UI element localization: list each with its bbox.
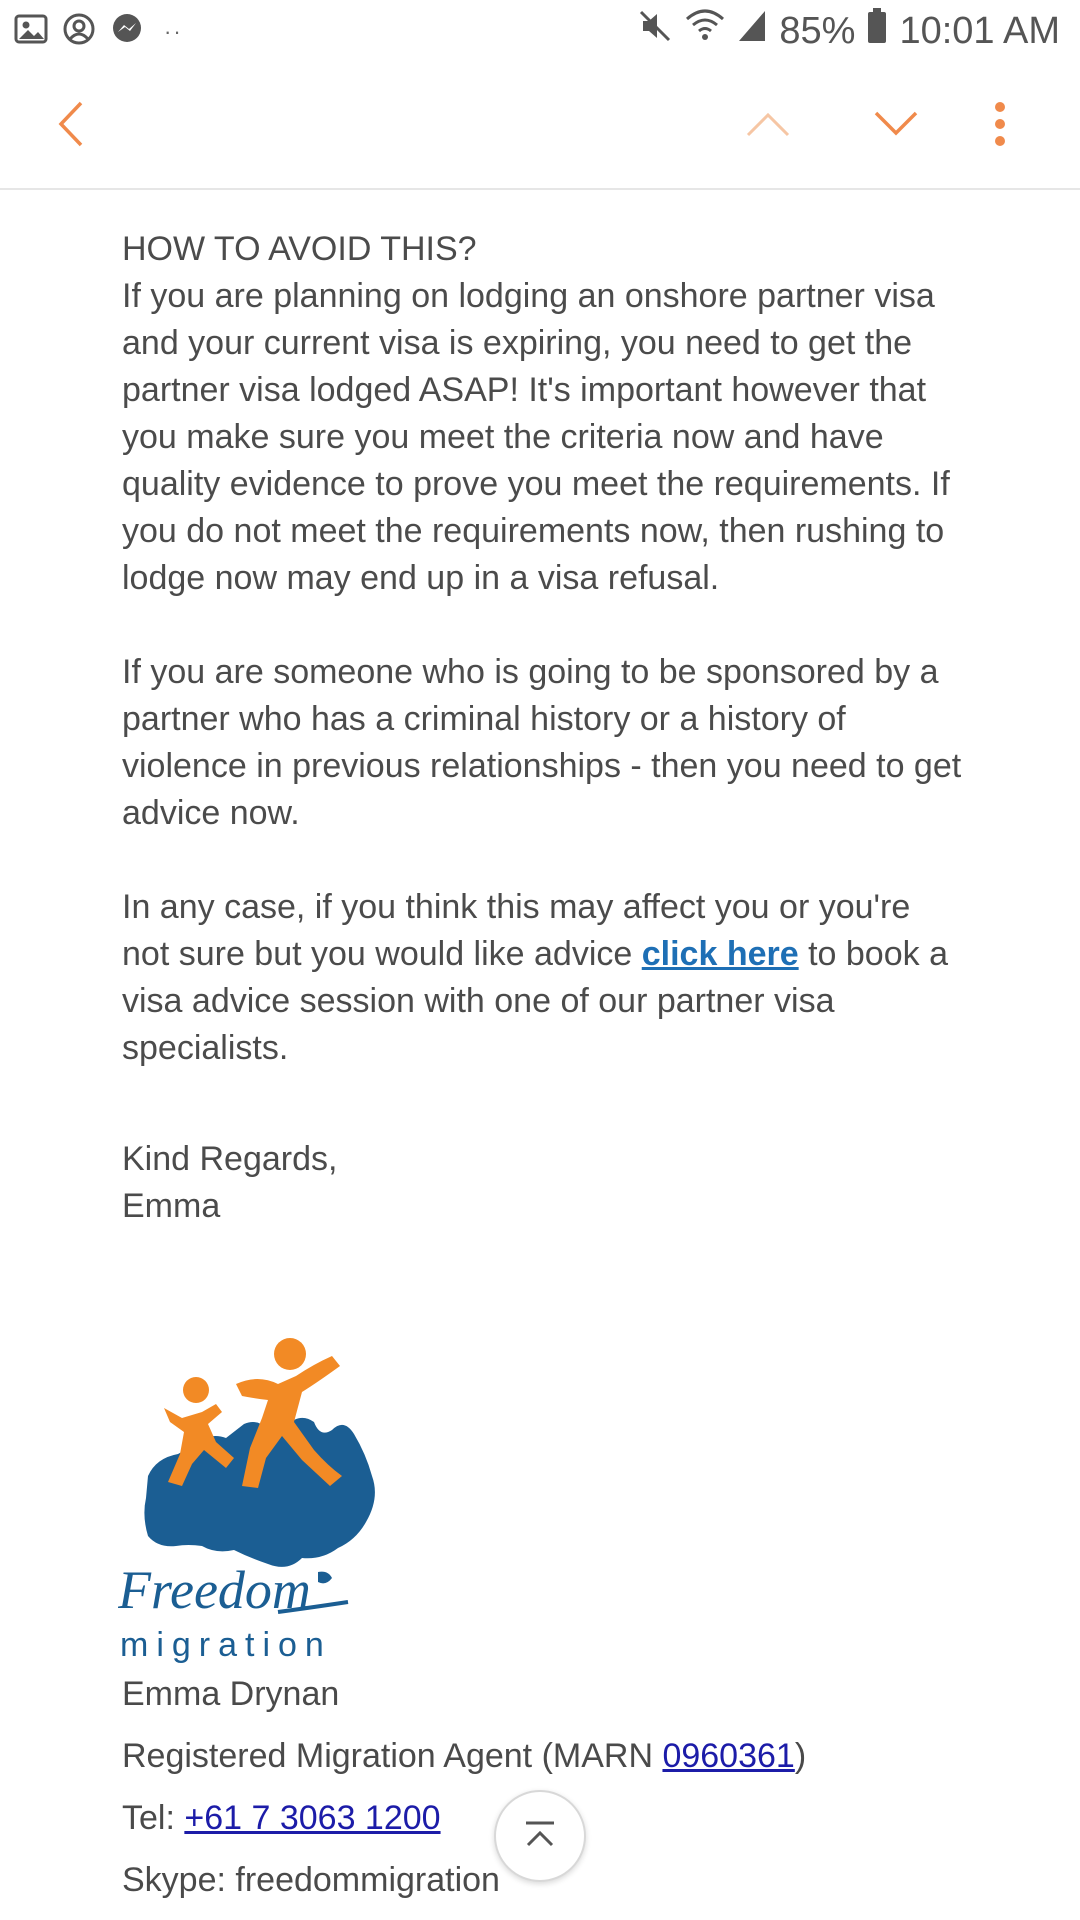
next-email-button[interactable]	[864, 64, 928, 188]
signature-role-text: Registered Migration Agent (MARN	[122, 1737, 663, 1775]
scroll-to-top-icon	[522, 1819, 558, 1854]
email-body	[122, 226, 962, 1230]
mute-icon	[637, 8, 673, 54]
phone-link[interactable]: +61 7 3063 1200	[184, 1799, 441, 1837]
account-icon	[62, 12, 96, 51]
chevron-left-icon	[55, 99, 85, 154]
logo-wordmark-bottom: migration	[120, 1626, 332, 1664]
wifi-icon	[685, 9, 725, 53]
status-bar-left	[14, 12, 183, 51]
status-dots: ··	[164, 18, 183, 44]
clock-time: 10:01 AM	[899, 9, 1060, 52]
paragraph-3-text-before: In any case, if you think this may affect you or you're not sure but you would like advice	[122, 888, 911, 973]
signal-icon	[737, 9, 767, 53]
paragraph-3-text-after: to book a visa advice session with one of our partner visa specialists.	[122, 935, 948, 1067]
battery-icon	[867, 8, 887, 54]
email-sender-first-name: Emma	[122, 1187, 221, 1225]
email-closing: Kind Regards,	[122, 1140, 338, 1178]
messenger-icon	[110, 12, 144, 51]
email-heading: HOW TO AVOID THIS?	[122, 230, 477, 268]
email-toolbar	[0, 64, 1080, 190]
signature-name: Emma Drynan	[122, 1675, 340, 1713]
previous-email-button[interactable]	[738, 64, 798, 188]
tel-label: Tel:	[122, 1799, 185, 1837]
signature-skype: Skype: freedommigration	[122, 1861, 500, 1899]
logo-wordmark-top: Freedom	[118, 1560, 311, 1620]
signature-role-close: )	[794, 1737, 807, 1775]
battery-percent: 85%	[779, 9, 856, 52]
freedom-migration-logo	[118, 1326, 398, 1666]
email-signature	[122, 1670, 1022, 1918]
email-paragraph-2: If you are someone who is going to be sponsored by a partner who has a criminal history or a history of violence in previous relationships - then you need to get advice now.	[122, 653, 962, 832]
marn-link[interactable]: 0960361	[662, 1737, 795, 1775]
more-vert-icon	[993, 100, 1007, 153]
chevron-up-icon	[744, 109, 792, 144]
email-paragraph-1: If you are planning on lodging an onshore partner visa and your current visa is expiring, you need to get the partner visa lodged ASAP! It's important however that you make sure you meet the criteria now and have quality evidence to prove you meet the requirements. If you do not meet the requirements now, then rushing to lodge now may end up in a visa refusal.	[122, 277, 950, 597]
status-bar-right	[637, 8, 1060, 54]
click-here-link[interactable]: click here	[641, 935, 799, 973]
gallery-icon	[14, 14, 48, 49]
signature-role	[122, 1732, 1022, 1780]
scroll-to-top-button[interactable]	[494, 1790, 586, 1882]
status-bar	[0, 0, 1080, 64]
email-paragraph-3	[122, 884, 962, 1072]
back-button[interactable]	[40, 64, 100, 188]
chevron-down-icon	[872, 109, 920, 144]
more-options-button[interactable]	[975, 64, 1025, 188]
